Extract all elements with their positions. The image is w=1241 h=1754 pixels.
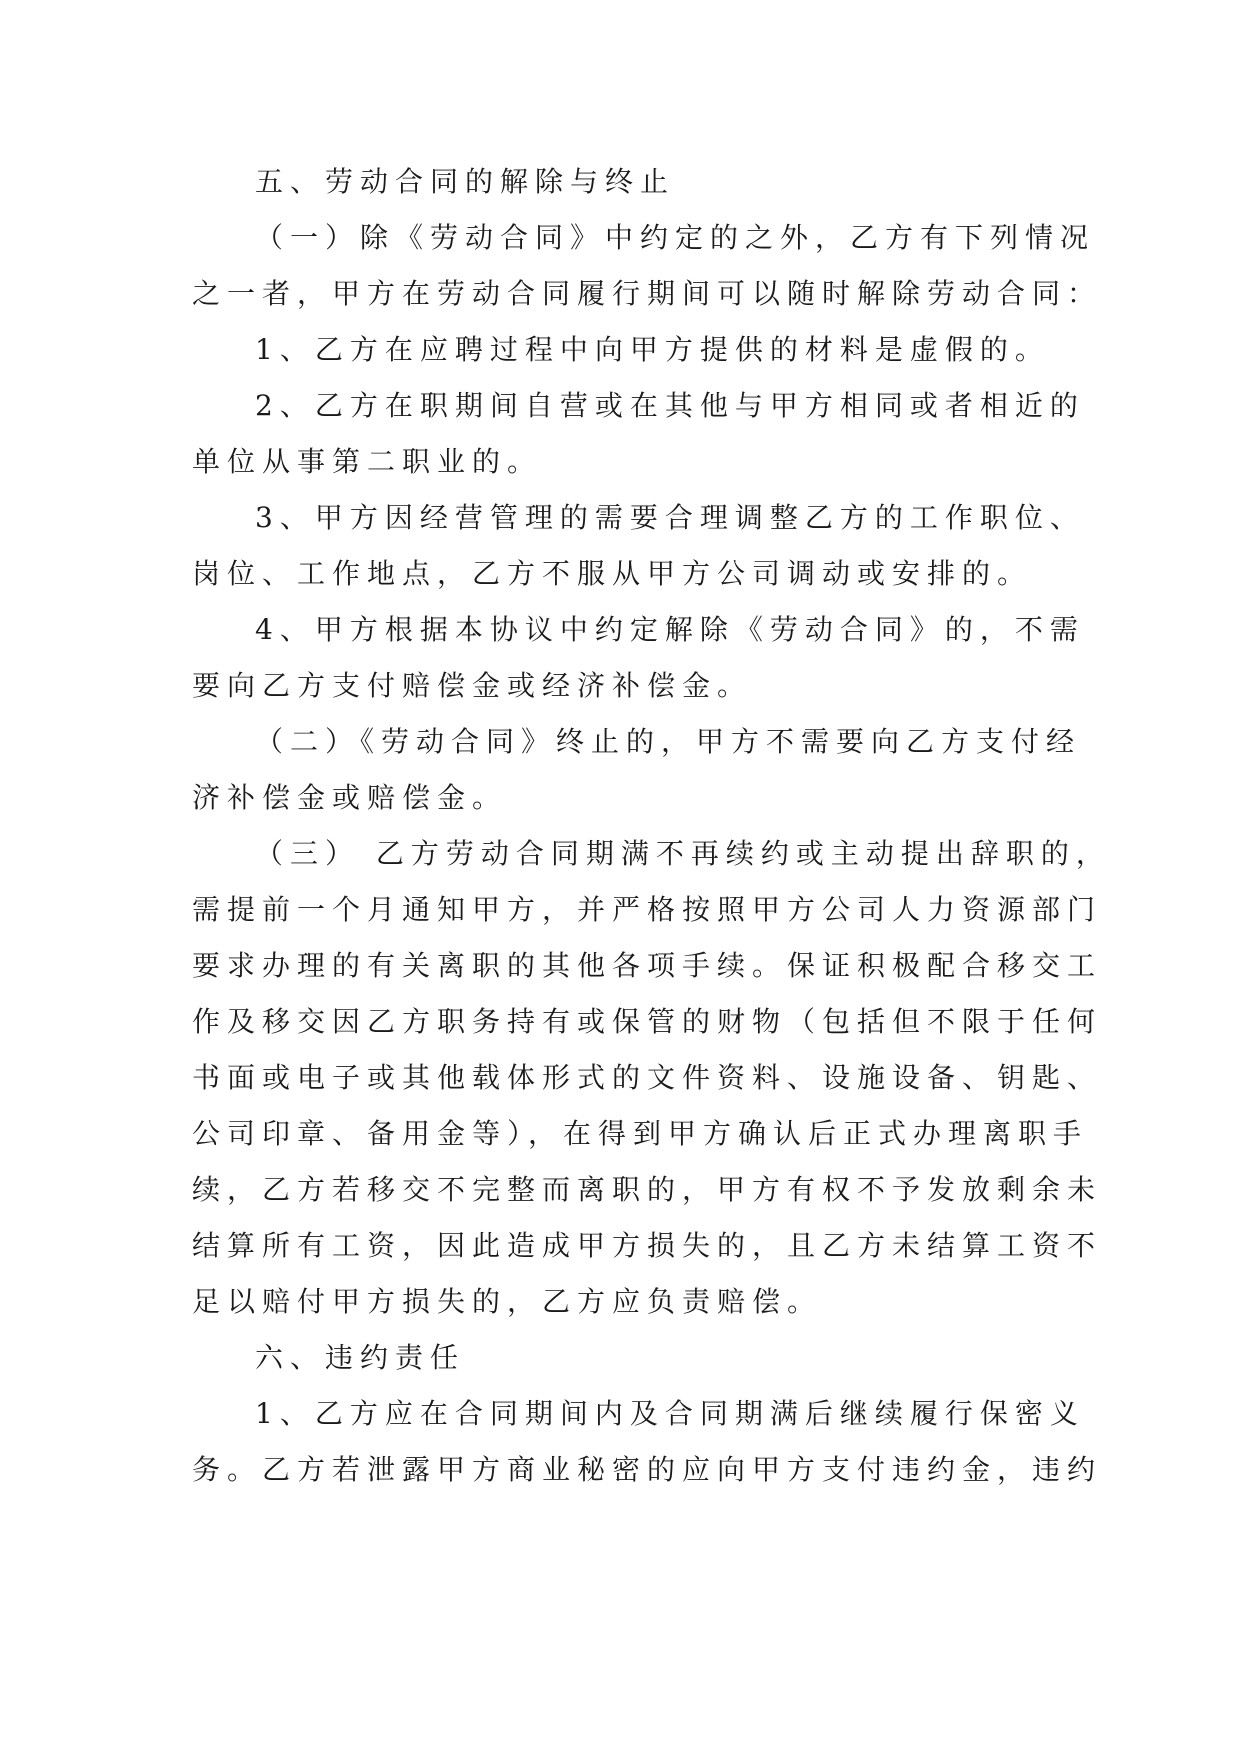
text-line: （三） 乙方劳动合同期满不再续约或主动提出辞职的， [255, 837, 1111, 870]
text-line: 足以赔付甲方损失的，乙方应负责赔偿。 [192, 1285, 823, 1318]
text-line: 书面或电子或其他载体形式的文件资料、设施设备、钥匙、 [192, 1061, 1103, 1094]
paragraph-liability-1 [192, 1386, 1103, 1498]
text-line: 单位从事第二职业的。 [192, 445, 543, 478]
text-line: 要向乙方支付赔偿金或经济补偿金。 [192, 669, 753, 702]
text-line: 1、乙方在应聘过程中向甲方提供的材料是虚假的。 [255, 333, 1050, 366]
text-line: 要求办理的有关离职的其他各项手续。保证积极配合移交工 [192, 949, 1103, 982]
paragraph-item-1 [192, 322, 1050, 378]
text-line: 2、乙方在职期间自营或在其他与甲方相同或者相近的 [255, 389, 1085, 422]
text-line: （二）《劳动合同》终止的，甲方不需要向乙方支付经 [255, 725, 1082, 758]
paragraph-item-2 [192, 378, 1085, 490]
text-line: 作及移交因乙方职务持有或保管的财物（包括但不限于任何 [192, 1005, 1103, 1038]
paragraph-clause-2 [192, 714, 1082, 826]
text-line: 续，乙方若移交不完整而离职的，甲方有权不予发放剩余未 [192, 1173, 1103, 1206]
text-line: 之一者，甲方在劳动合同履行期间可以随时解除劳动合同： [192, 277, 1103, 310]
paragraph-item-3 [192, 490, 1085, 602]
text-line: 济补偿金或赔偿金。 [192, 781, 508, 814]
section-heading-termination [192, 154, 1050, 210]
text-line: （一）除《劳动合同》中约定的之外，乙方有下列情况 [255, 221, 1096, 254]
paragraph-item-4 [192, 602, 1085, 714]
text-line: 结算所有工资，因此造成甲方损失的，且乙方未结算工资不 [192, 1229, 1103, 1262]
text-line: 五、劳动合同的解除与终止 [255, 165, 676, 198]
text-line: 1、乙方应在合同期间内及合同期满后继续履行保密义 [255, 1397, 1085, 1430]
text-line: 公司印章、备用金等），在得到甲方确认后正式办理离职手 [192, 1117, 1089, 1150]
paragraph-clause-1 [192, 210, 1103, 322]
document-page [192, 154, 1111, 1498]
text-line: 需提前一个月通知甲方，并严格按照甲方公司人力资源部门 [192, 893, 1103, 926]
text-line: 岗位、工作地点，乙方不服从甲方公司调动或安排的。 [192, 557, 1033, 590]
text-line: 3、甲方因经营管理的需要合理调整乙方的工作职位、 [255, 501, 1085, 534]
section-heading-liability [192, 1330, 1050, 1386]
text-line: 4、甲方根据本协议中约定解除《劳动合同》的，不需 [255, 613, 1085, 646]
text-line: 务。乙方若泄露甲方商业秘密的应向甲方支付违约金，违约 [192, 1453, 1103, 1486]
text-line: 六、违约责任 [255, 1341, 466, 1374]
paragraph-clause-3 [192, 826, 1111, 1330]
